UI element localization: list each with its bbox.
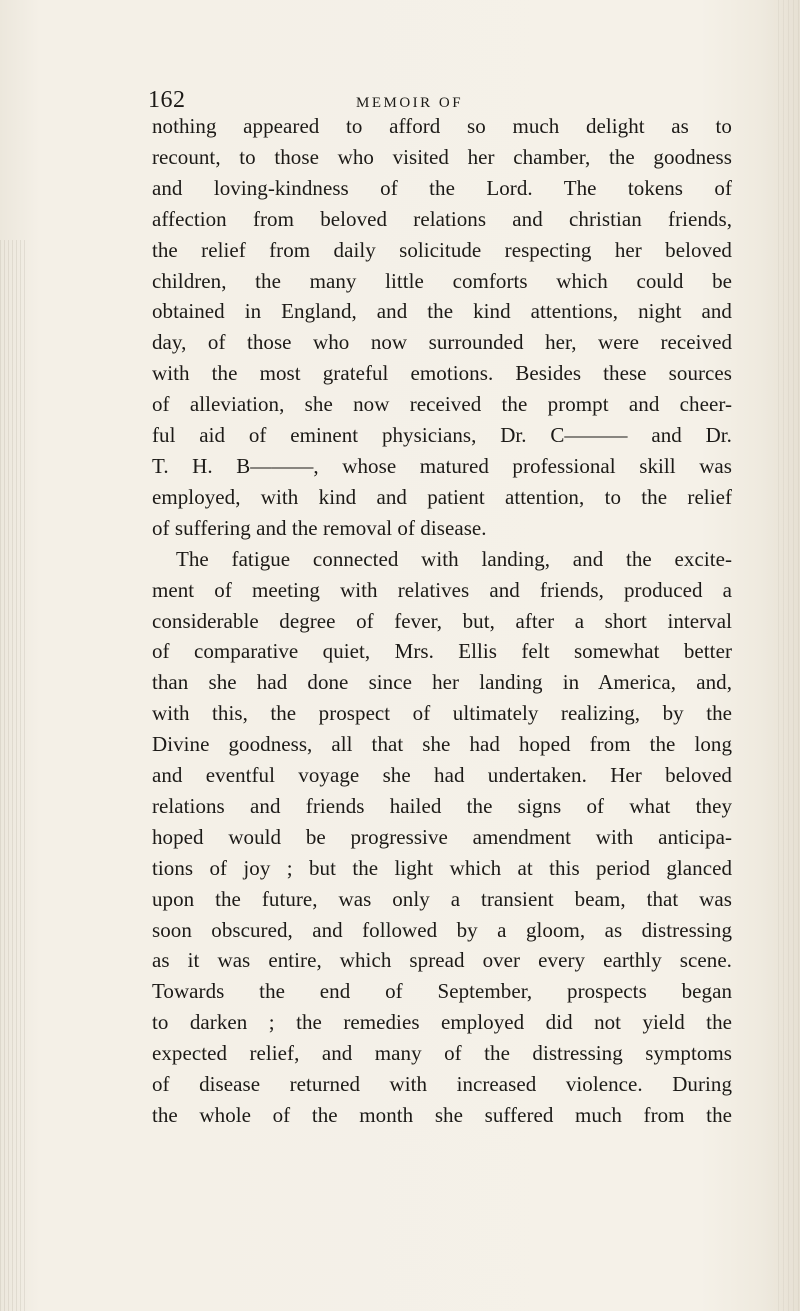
running-head: MEMOIR OF bbox=[356, 95, 464, 111]
text-line: of comparative quiet, Mrs. Ellis felt somewhat better bbox=[152, 639, 732, 664]
text-line: the whole of the month she suffered much from the bbox=[152, 1103, 732, 1127]
text-line: T. H. B———, whose matured professional skill was bbox=[152, 453, 732, 478]
text-line: employed, with kind and patient attention, to the relief bbox=[152, 484, 732, 509]
text-line: considerable degree of fever, but, after a short interval bbox=[152, 608, 732, 633]
text-line: hoped would be progressive amendment with anticipa- bbox=[152, 824, 732, 849]
text-line: relations and friends hailed the signs of what they bbox=[152, 793, 732, 818]
text-line: upon the future, was only a transient beam, that was bbox=[152, 886, 732, 911]
text-line: children, the many little comforts which could be bbox=[152, 268, 732, 293]
text-line: with the most grateful emotions. Besides these sources bbox=[152, 361, 732, 386]
text-line: and loving-kindness of the Lord. The tokens of bbox=[152, 175, 732, 200]
text-line: of disease returned with increased violence. During bbox=[152, 1072, 732, 1097]
text-line: affection from beloved relations and christian friends, bbox=[152, 206, 732, 231]
text-line: expected relief, and many of the distressing symptoms bbox=[152, 1041, 732, 1066]
text-line: and eventful voyage she had undertaken. Her beloved bbox=[152, 763, 732, 788]
text-line: ful aid of eminent physicians, Dr. C——— and Dr. bbox=[152, 423, 732, 448]
page-gutter-shadow bbox=[0, 240, 26, 1311]
text-line: the relief from daily solicitude respecting her beloved bbox=[152, 237, 732, 262]
text-line: nothing appeared to afford so much delight as to bbox=[152, 114, 732, 138]
paragraph-start-line: The fatigue connected with landing, and the excite- bbox=[176, 546, 732, 571]
text-line: obtained in England, and the kind attentions, night and bbox=[152, 299, 732, 324]
body-text bbox=[152, 111, 732, 1131]
text-line: tions of joy ; but the light which at this period glanced bbox=[152, 855, 732, 880]
text-line: Towards the end of September, prospects began bbox=[152, 979, 732, 1004]
text-line: Divine goodness, all that she had hoped from the long bbox=[152, 732, 732, 757]
text-line: as it was entire, which spread over every earthly scene. bbox=[152, 948, 732, 973]
text-line: of alleviation, she now received the prompt and cheer- bbox=[152, 392, 732, 417]
paragraph-end-line: of suffering and the removal of disease. bbox=[152, 515, 487, 540]
text-line: ment of meeting with relatives and friends, produced a bbox=[152, 577, 732, 602]
text-line: than she had done since her landing in America, and, bbox=[152, 670, 732, 695]
text-line: to darken ; the remedies employed did not yield the bbox=[152, 1010, 732, 1035]
text-line: soon obscured, and followed by a gloom, as distressing bbox=[152, 917, 732, 942]
text-line: recount, to those who visited her chamber, the goodness bbox=[152, 144, 732, 169]
page-edge-shadow bbox=[778, 0, 800, 1311]
page-number: 162 bbox=[148, 87, 186, 113]
text-line: with this, the prospect of ultimately realizing, by the bbox=[152, 701, 732, 726]
text-line: day, of those who now surrounded her, were received bbox=[152, 330, 732, 355]
